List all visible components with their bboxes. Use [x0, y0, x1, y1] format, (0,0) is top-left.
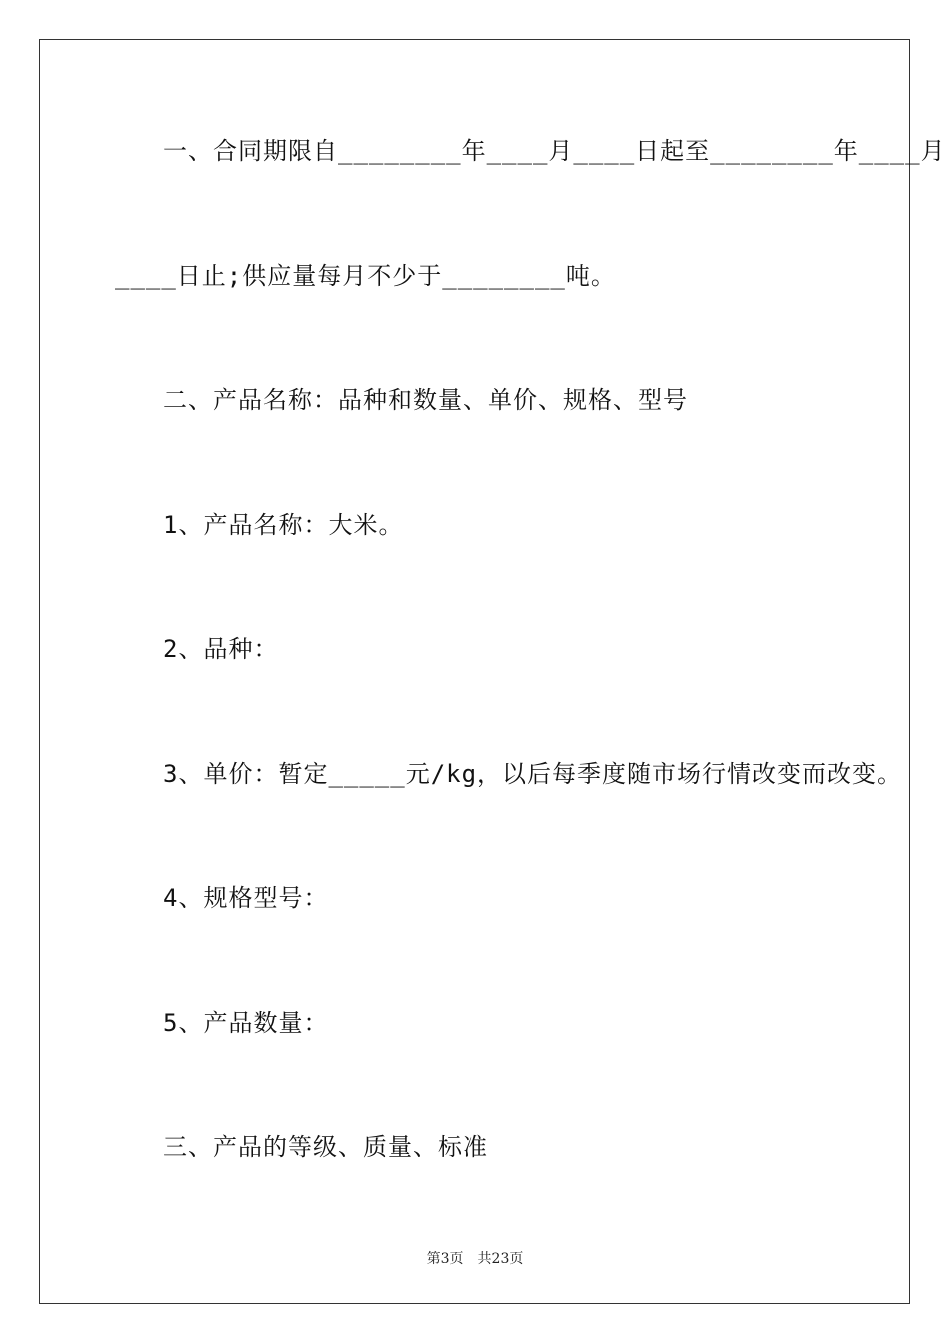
section-three-heading: 三、产品的等级、质量、标准 [163, 1133, 488, 1161]
product-name-item: 1、产品名称：大米。 [163, 511, 404, 539]
section-two-heading: 二、产品名称：品种和数量、单价、规格、型号 [163, 386, 688, 414]
unit-price-item: 3、单价：暂定_____元/kg，以后每季度随市场行情改变而改变。 [163, 760, 903, 788]
page-border [39, 39, 910, 1304]
page-footer: 第3页 共23页 [426, 1251, 524, 1267]
quantity-item: 5、产品数量： [163, 1009, 329, 1037]
variety-item: 2、品种： [163, 635, 279, 663]
contract-term-line: 一、合同期限自________年____月____日起至________年____月 [163, 137, 946, 165]
contract-term-continuation: ____日止;供应量每月不少于________吨。 [115, 262, 616, 290]
specification-item: 4、规格型号： [163, 884, 329, 912]
